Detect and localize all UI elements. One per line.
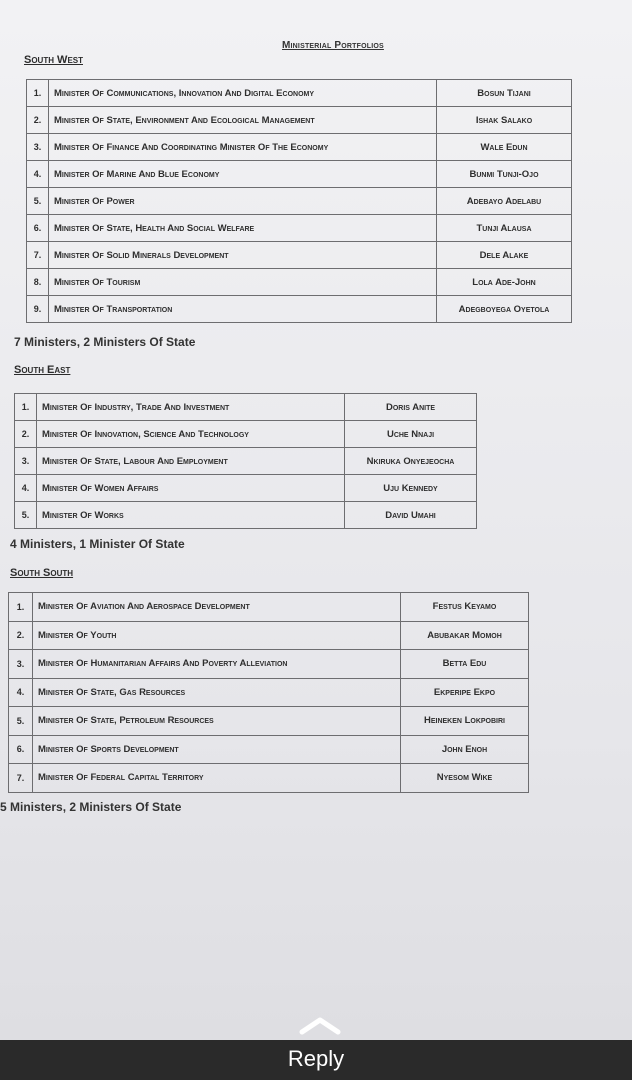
- section-summary-south-west: 7 Ministers, 2 Ministers Of State: [14, 335, 196, 349]
- table-row: [27, 188, 572, 215]
- minister-name-cell: John Enoh: [401, 735, 529, 764]
- portfolio-cell: Minister Of Communications, Innovation And Digital Economy: [49, 80, 437, 107]
- table-row: [9, 735, 529, 764]
- row-number: 3.: [27, 134, 49, 161]
- minister-name-cell: Wale Edun: [437, 134, 572, 161]
- minister-name-cell: Ishak Salako: [437, 107, 572, 134]
- row-number: 3.: [9, 650, 33, 679]
- row-number: 2.: [27, 107, 49, 134]
- row-number: 9.: [27, 296, 49, 323]
- row-number: 1.: [27, 80, 49, 107]
- minister-name-cell: Uche Nnaji: [345, 421, 477, 448]
- row-number: 4.: [15, 475, 37, 502]
- table-row: [27, 242, 572, 269]
- row-number: 3.: [15, 448, 37, 475]
- table-row: [27, 269, 572, 296]
- portfolio-cell: Minister Of Power: [49, 188, 437, 215]
- portfolio-cell: Minister Of Tourism: [49, 269, 437, 296]
- minister-name-cell: Betta Edu: [401, 650, 529, 679]
- portfolio-cell: Minister Of State, Labour And Employment: [37, 448, 345, 475]
- row-number: 1.: [15, 394, 37, 421]
- row-number: 7.: [9, 764, 33, 793]
- portfolio-cell: Minister Of Finance And Coordinating Minister Of The Economy: [49, 134, 437, 161]
- row-number: 6.: [27, 215, 49, 242]
- portfolio-table-south-east: [14, 393, 477, 529]
- reply-button[interactable]: Reply: [287, 1046, 345, 1071]
- minister-name-cell: Nkiruka Onyejeocha: [345, 448, 477, 475]
- minister-name-cell: Tunji Alausa: [437, 215, 572, 242]
- table-row: [27, 134, 572, 161]
- portfolio-cell: Minister Of Innovation, Science And Technology: [37, 421, 345, 448]
- region-heading-south-south: South South: [10, 567, 74, 579]
- minister-name-cell: David Umahi: [345, 502, 477, 529]
- minister-name-cell: Nyesom Wike: [401, 764, 529, 793]
- portfolio-cell: Minister Of Industry, Trade And Investment: [37, 394, 345, 421]
- table-row: [27, 161, 572, 188]
- minister-name-cell: Heineken Lokpobiri: [401, 707, 529, 736]
- row-number: 5.: [9, 707, 33, 736]
- minister-name-cell: Festus Keyamo: [401, 593, 529, 622]
- minister-name-cell: Bunmi Tunji-Ojo: [437, 161, 572, 188]
- minister-name-cell: Lola Ade-John: [437, 269, 572, 296]
- table-row: [27, 107, 572, 134]
- section-summary-south-east: 4 Ministers, 1 Minister Of State: [10, 537, 185, 551]
- region-heading-south-east: South East: [14, 364, 71, 376]
- table-row: [27, 80, 572, 107]
- minister-name-cell: Abubakar Momoh: [401, 621, 529, 650]
- portfolio-cell: Minister Of Sports Development: [33, 735, 401, 764]
- row-number: 8.: [27, 269, 49, 296]
- minister-name-cell: Adebayo Adelabu: [437, 188, 572, 215]
- row-number: 4.: [27, 161, 49, 188]
- table-row: [9, 593, 529, 622]
- table-row: [27, 296, 572, 323]
- table-row: [9, 621, 529, 650]
- document-title: Ministerial Portfolios: [282, 40, 384, 51]
- minister-name-cell: Uju Kennedy: [345, 475, 477, 502]
- table-row: [15, 448, 477, 475]
- table-row: [15, 394, 477, 421]
- table-row: [15, 421, 477, 448]
- portfolio-cell: Minister Of Youth: [33, 621, 401, 650]
- portfolio-cell: Minister Of Aviation And Aerospace Development: [33, 593, 401, 622]
- table-row: [27, 215, 572, 242]
- portfolio-cell: Minister Of Solid Minerals Development: [49, 242, 437, 269]
- portfolio-cell: Minister Of State, Environment And Ecological Management: [49, 107, 437, 134]
- row-number: 1.: [9, 593, 33, 622]
- minister-name-cell: Dele Alake: [437, 242, 572, 269]
- minister-name-cell: Ekperipe Ekpo: [401, 678, 529, 707]
- table-row: [9, 764, 529, 793]
- table-row: [9, 707, 529, 736]
- section-summary-south-south: 5 Ministers, 2 Ministers Of State: [0, 800, 182, 814]
- row-number: 4.: [9, 678, 33, 707]
- row-number: 6.: [9, 735, 33, 764]
- portfolio-cell: Minister Of Marine And Blue Economy: [49, 161, 437, 188]
- portfolio-cell: Minister Of Transportation: [49, 296, 437, 323]
- table-row: [9, 678, 529, 707]
- portfolio-cell: Minister Of Federal Capital Territory: [33, 764, 401, 793]
- portfolio-cell: Minister Of Works: [37, 502, 345, 529]
- row-number: 5.: [15, 502, 37, 529]
- chevron-up-icon[interactable]: [298, 1014, 342, 1036]
- minister-name-cell: Doris Anite: [345, 394, 477, 421]
- row-number: 7.: [27, 242, 49, 269]
- minister-name-cell: Bosun Tijani: [437, 80, 572, 107]
- region-heading-south-west: South West: [24, 54, 83, 66]
- portfolio-table-south-west: [26, 79, 572, 323]
- table-row: [15, 475, 477, 502]
- portfolio-cell: Minister Of State, Health And Social Welfare: [49, 215, 437, 242]
- portfolio-cell: Minister Of State, Petroleum Resources: [33, 707, 401, 736]
- table-row: [15, 502, 477, 529]
- row-number: 2.: [9, 621, 33, 650]
- row-number: 5.: [27, 188, 49, 215]
- portfolio-table-south-south: [8, 592, 529, 793]
- minister-name-cell: Adegboyega Oyetola: [437, 296, 572, 323]
- portfolio-cell: Minister Of State, Gas Resources: [33, 678, 401, 707]
- portfolio-cell: Minister Of Humanitarian Affairs And Poverty Alleviation: [33, 650, 401, 679]
- row-number: 2.: [15, 421, 37, 448]
- table-row: [9, 650, 529, 679]
- portfolio-cell: Minister Of Women Affairs: [37, 475, 345, 502]
